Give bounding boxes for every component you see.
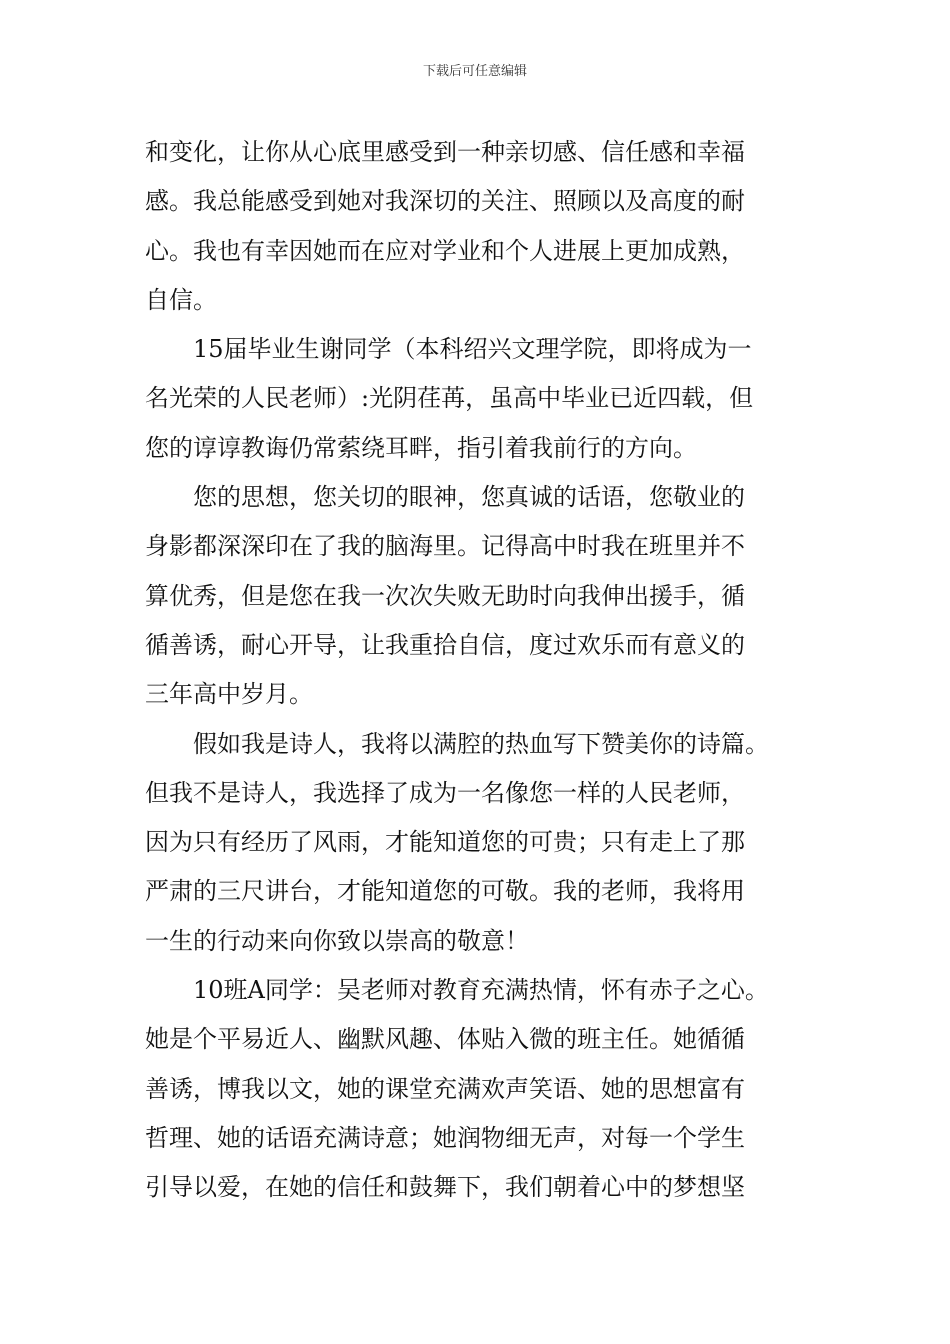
text-line: 算优秀，但是您在我一次次失败无助时向我伸出援手，循 — [145, 581, 745, 610]
text-line: 因为只有经历了风雨，才能知道您的可贵；只有走上了那 — [145, 828, 745, 857]
text-line: 您的谆谆教诲仍常萦绕耳畔，指引着我前行的方向。 — [145, 433, 697, 462]
paragraph — [145, 473, 815, 719]
text-line: 15届毕业生谢同学（本科绍兴文理学院，即将成为一 — [193, 335, 752, 364]
paragraph — [145, 720, 815, 966]
paragraph — [145, 966, 815, 1212]
text-line: 一生的行动来向你致以崇高的敬意！ — [145, 926, 529, 955]
text-line: 名光荣的人民老师）:光阴荏苒，虽高中毕业已近四载，但 — [145, 384, 754, 413]
text-line: 引导以爱，在她的信任和鼓舞下，我们朝着心中的梦想坚 — [145, 1173, 745, 1202]
text-line: 但我不是诗人，我选择了成为一名像您一样的人民老师， — [145, 778, 745, 807]
text-line: 身影都深深印在了我的脑海里。记得高中时我在班里并不 — [145, 532, 745, 561]
text-line: 严肃的三尺讲台，才能知道您的可敬。我的老师，我将用 — [145, 877, 745, 906]
paragraph — [145, 325, 815, 473]
text-line: 您的思想，您关切的眼神，您真诚的话语，您敬业的 — [193, 483, 745, 512]
text-line: 循善诱，耐心开导，让我重拾自信，度过欢乐而有意义的 — [145, 630, 745, 659]
text-line: 自信。 — [145, 285, 217, 314]
text-line: 哲理、她的话语充满诗意；她润物细无声，对每一个学生 — [145, 1123, 745, 1152]
paragraph — [145, 128, 815, 325]
text-line: 三年高中岁月。 — [145, 680, 313, 709]
document-body — [145, 128, 815, 1213]
page-header: 下载后可任意编辑 — [422, 64, 527, 79]
text-line: 她是个平易近人、幽默风趣、体贴入微的班主任。她循循 — [145, 1025, 745, 1054]
text-line: 善诱，博我以文，她的课堂充满欢声笑语、她的思想富有 — [145, 1074, 745, 1103]
text-line: 假如我是诗人，我将以满腔的热血写下赞美你的诗篇。 — [193, 729, 769, 758]
text-line: 心。我也有幸因她而在应对学业和个人进展上更加成熟， — [145, 236, 745, 265]
text-line: 和变化，让你从心底里感受到一种亲切感、信任感和幸福 — [145, 138, 745, 166]
text-line: 感。我总能感受到她对我深切的关注、照顾以及高度的耐 — [145, 187, 745, 216]
text-line: 10班A同学：吴老师对教育充满热情，怀有赤子之心。 — [193, 976, 769, 1005]
